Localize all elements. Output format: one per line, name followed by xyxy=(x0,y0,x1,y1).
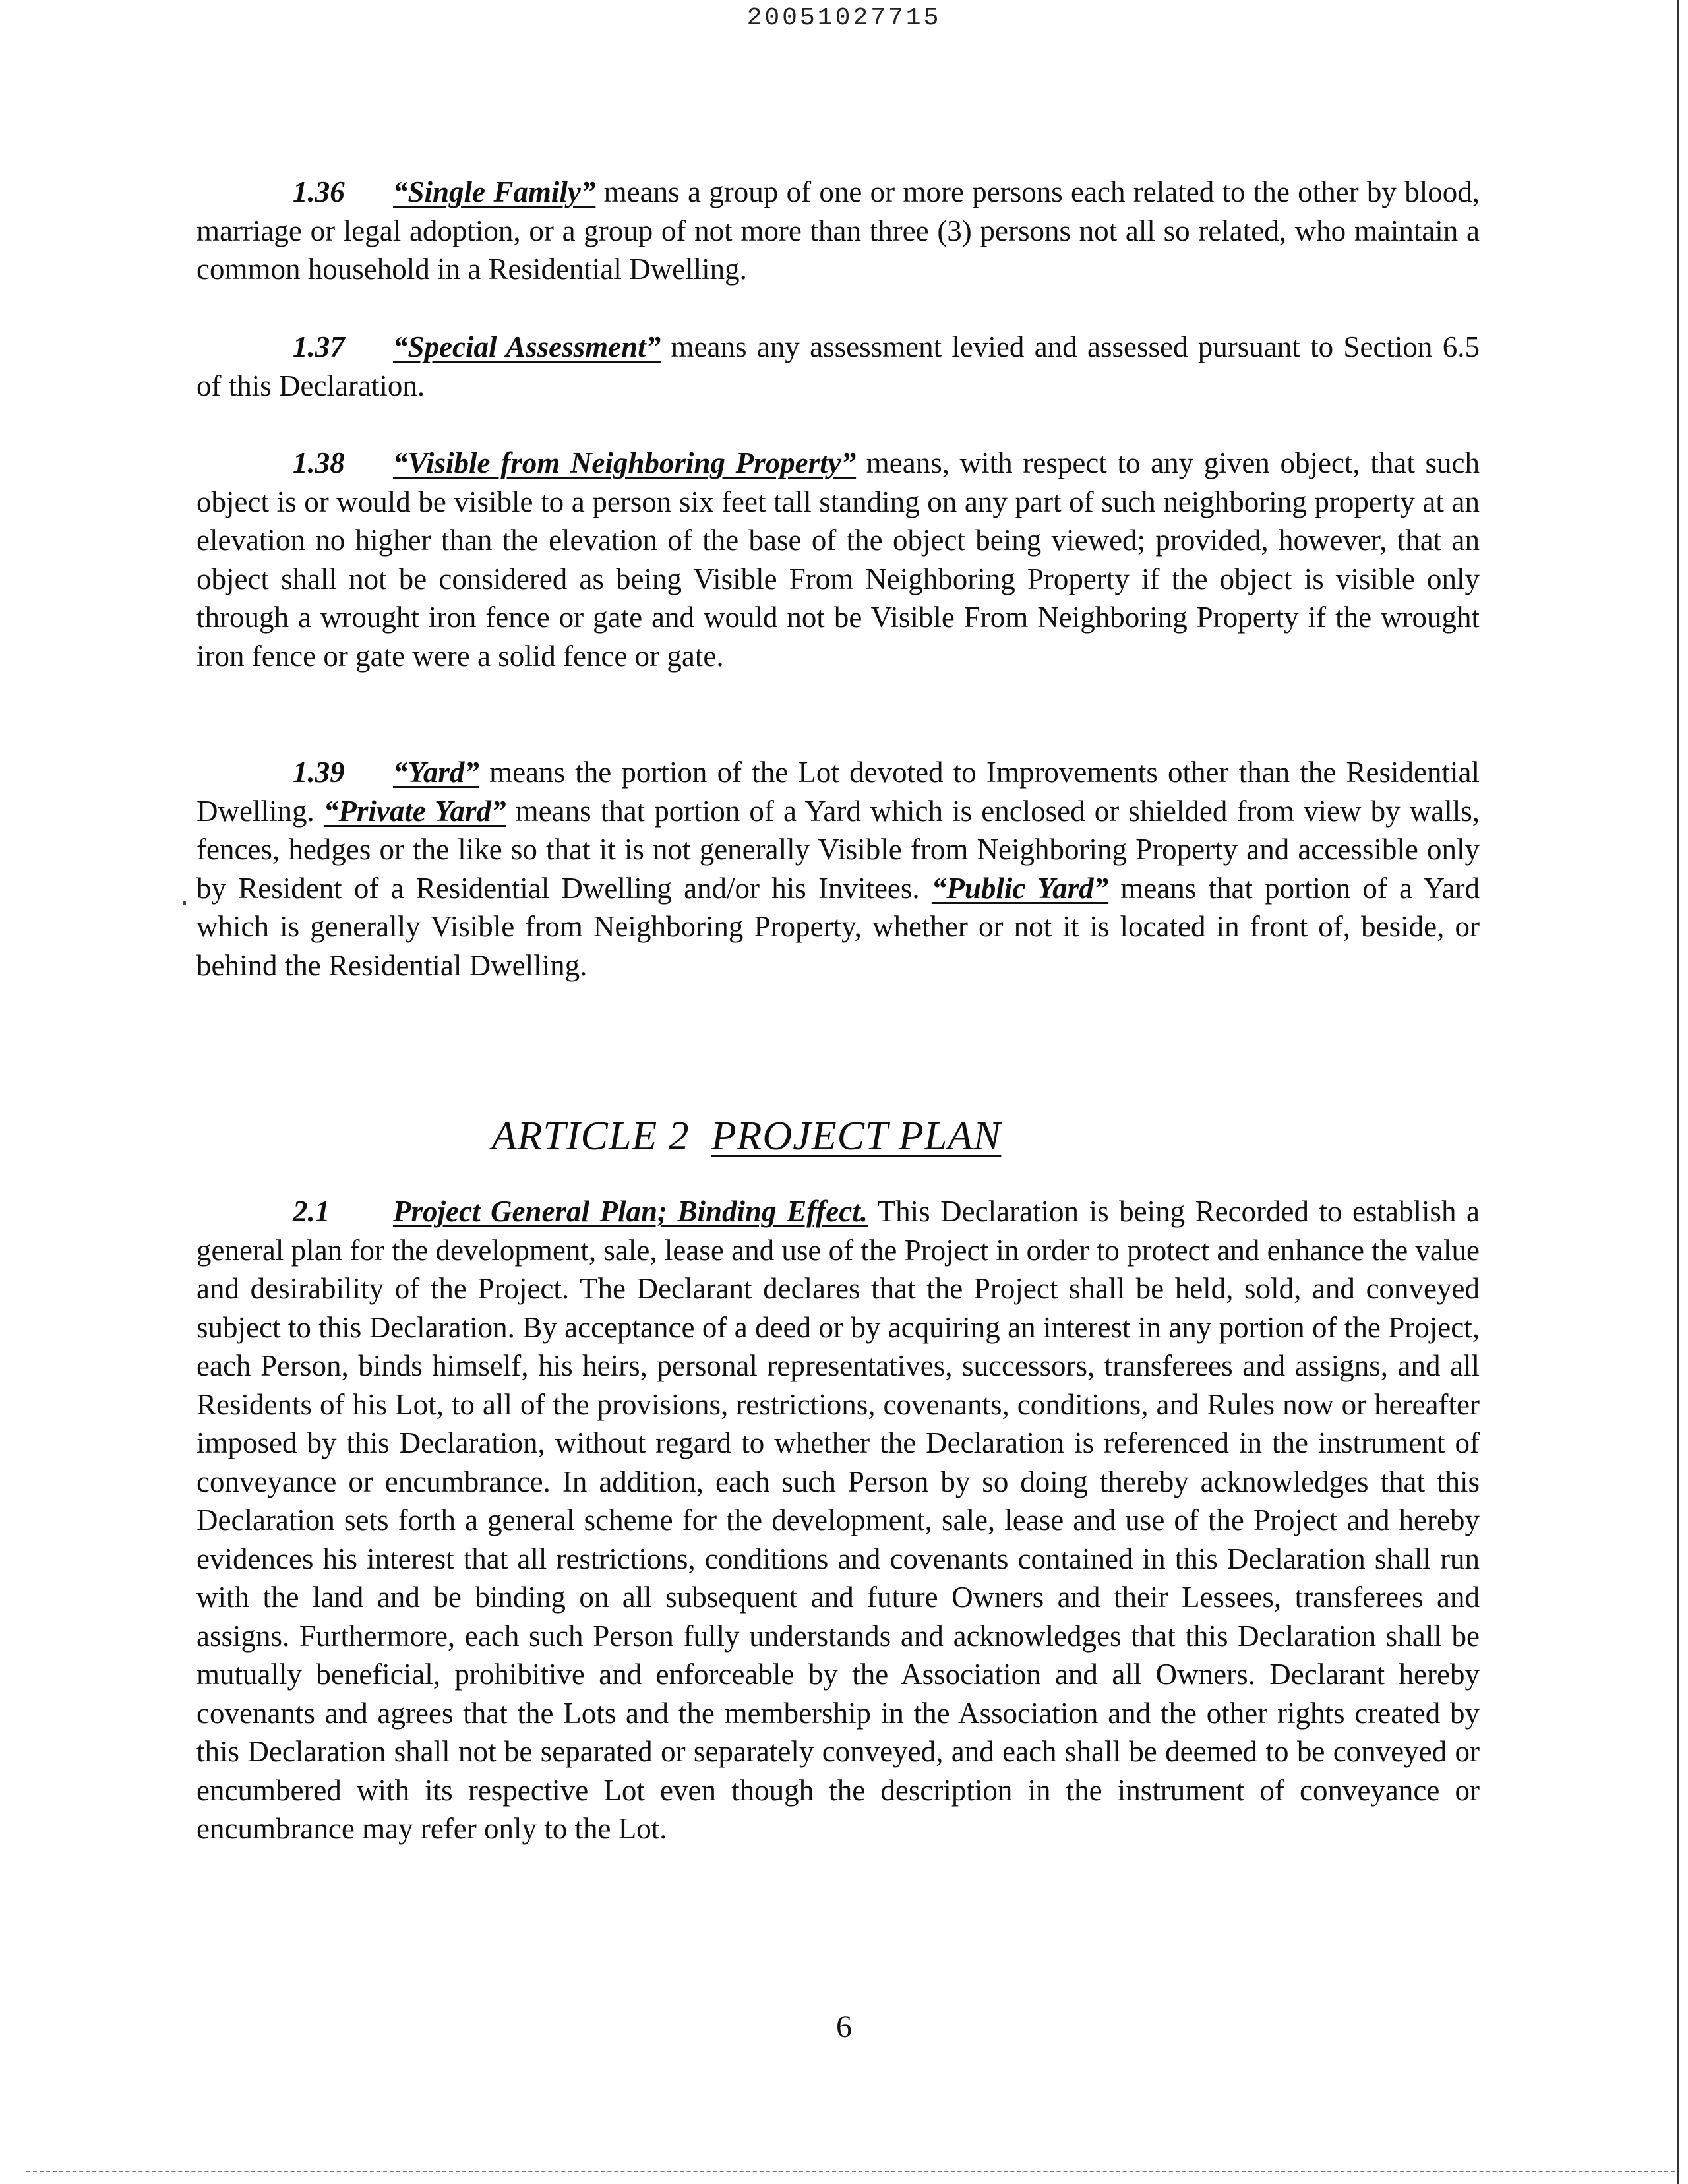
defined-term: “Public Yard” xyxy=(931,871,1109,905)
defined-term: “Visible from Neighboring Property” xyxy=(393,446,857,479)
section-number: 1.36 xyxy=(293,175,345,208)
section-text: means, with respect to any given object, that such object is or would be visible to a person six feet tall standing on any part of such neighboring property at an elevation no higher than the elevation of the base of the object being viewed; provided, however, that an object shall not be considered as being Visible From Neighboring Property if the object is visible only through a wrought iron fence or gate and would not be Visible From Neighboring Property if the wrought iron fence or gate were a solid fence or gate. xyxy=(196,446,1480,673)
section-1-36 xyxy=(196,173,1480,289)
section-number: 1.39 xyxy=(293,756,345,789)
article-heading xyxy=(0,1113,1493,1160)
document-number: 20051027715 xyxy=(746,4,942,32)
defined-term: “Single Family” xyxy=(393,175,596,208)
section-1-39 xyxy=(196,753,1480,985)
section-1-37 xyxy=(196,328,1480,405)
section-heading: Project General Plan; Binding Effect. xyxy=(393,1195,868,1228)
section-1-38 xyxy=(196,444,1480,675)
section-text: means a group of one or more persons each related to the other by blood, marriage or legal adoption, or a group of not more than three (3) persons not all so related, who maintain a common household in a Residential Dwelling. xyxy=(196,175,1480,286)
article-title: PROJECT PLAN xyxy=(711,1114,1002,1159)
section-number: 2.1 xyxy=(293,1195,330,1228)
section-number: 1.38 xyxy=(293,446,345,479)
page-number: 6 xyxy=(836,2009,852,2044)
section-2-1 xyxy=(196,1192,1480,1848)
page-edge-line xyxy=(1677,0,1679,2184)
section-number: 1.37 xyxy=(293,330,345,363)
defined-term: “Private Yard” xyxy=(323,794,506,828)
defined-term: “Yard” xyxy=(393,756,479,789)
scan-mark xyxy=(183,901,186,905)
section-text: means the portion of the Lot devoted to Improvements other than the Residential Dwelling. xyxy=(196,756,1480,828)
section-text: means that portion of a Yard which is generally Visible from Neighboring Property, whether or not it is located in front of, beside, or behind the Residential Dwelling. xyxy=(196,871,1480,982)
section-text: means any assessment levied and assessed pursuant to Section 6.5 of this Declaration. xyxy=(196,330,1480,402)
article-label: ARTICLE 2 xyxy=(491,1114,690,1159)
section-text: This Declaration is being Recorded to establish a general plan for the development, sale, lease and use of the Project in order to protect and enhance the value and desirability of the Project. The Declarant declares that the Project shall be held, sold, and conveyed subject to this Declaration. By acceptance of a deed or by acquiring an interest in any portion of the Project, each Person, binds himself, his heirs, personal representatives, successors, transferees and assigns, and all Residents of his Lot, to all of the provisions, restrictions, covenants, conditions, and Rules now or hereafter imposed by this Declaration, without regard to whether the Declaration is referenced in the instrument of conveyance or encumbrance. In addition, each such Person by so doing thereby acknowledges that this Declaration sets forth a general scheme for the development, sale, lease and use of the Project and hereby evidences his interest that all restrictions, conditions and covenants contained in this Declaration shall run with the land and be binding on all subsequent and future Owners and their Lessees, transferees and assigns. Furthermore, each such Person fully understands and acknowledges that this Declaration shall be mutually beneficial, prohibitive and enforceable by the Association and all Owners. Declarant hereby covenants and agrees that the Lots and the membership in the Association and the other rights created by this Declaration shall not be separated or separately conveyed, and each shall be deemed to be conveyed or encumbered with its respective Lot even though the description in the instrument of conveyance or encumbrance may refer only to the Lot. xyxy=(196,1195,1480,1845)
bottom-rule xyxy=(26,2171,1675,2172)
defined-term: “Special Assessment” xyxy=(393,330,661,363)
section-text: means that portion of a Yard which is enclosed or shielded from view by walls, fences, hedges or the like so that it is not generally Visible from Neighboring Property and accessible only by Resident of a Residential Dwelling and/or his Invitees. xyxy=(196,794,1480,905)
